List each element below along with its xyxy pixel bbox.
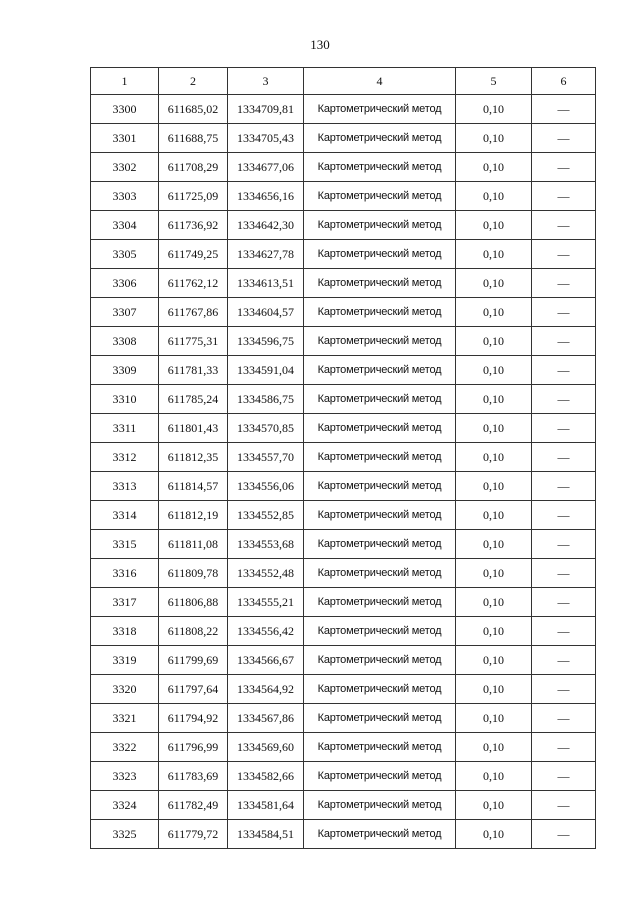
method-cell: Картометрический метод <box>304 675 456 704</box>
y-coordinate-cell: 1334581,64 <box>228 791 304 820</box>
point-number-cell: 3319 <box>91 646 159 675</box>
column-header-5: 5 <box>456 68 532 95</box>
note-cell: — <box>532 472 596 501</box>
note-cell: — <box>532 269 596 298</box>
x-coordinate-cell: 611811,08 <box>159 530 228 559</box>
y-coordinate-cell: 1334553,68 <box>228 530 304 559</box>
x-coordinate-cell: 611794,92 <box>159 704 228 733</box>
x-coordinate-cell: 611779,72 <box>159 820 228 849</box>
accuracy-cell: 0,10 <box>456 617 532 646</box>
table-row <box>91 443 596 472</box>
x-coordinate-cell: 611796,99 <box>159 733 228 762</box>
column-header-3: 3 <box>228 68 304 95</box>
method-cell: Картометрический метод <box>304 646 456 675</box>
point-number-cell: 3313 <box>91 472 159 501</box>
note-cell: — <box>532 153 596 182</box>
method-cell: Картометрический метод <box>304 356 456 385</box>
point-number-cell: 3316 <box>91 559 159 588</box>
y-coordinate-cell: 1334627,78 <box>228 240 304 269</box>
table-row <box>91 124 596 153</box>
table-row <box>91 414 596 443</box>
table-row <box>91 617 596 646</box>
y-coordinate-cell: 1334586,75 <box>228 385 304 414</box>
x-coordinate-cell: 611685,02 <box>159 95 228 124</box>
table-row <box>91 704 596 733</box>
point-number-cell: 3318 <box>91 617 159 646</box>
method-cell: Картометрический метод <box>304 791 456 820</box>
note-cell: — <box>532 356 596 385</box>
note-cell: — <box>532 530 596 559</box>
method-cell: Картометрический метод <box>304 298 456 327</box>
point-number-cell: 3324 <box>91 791 159 820</box>
table-row <box>91 211 596 240</box>
table-row <box>91 385 596 414</box>
note-cell: — <box>532 791 596 820</box>
method-cell: Картометрический метод <box>304 385 456 414</box>
table-row <box>91 182 596 211</box>
accuracy-cell: 0,10 <box>456 414 532 443</box>
note-cell: — <box>532 443 596 472</box>
x-coordinate-cell: 611762,12 <box>159 269 228 298</box>
note-cell: — <box>532 182 596 211</box>
method-cell: Картометрический метод <box>304 762 456 791</box>
accuracy-cell: 0,10 <box>456 95 532 124</box>
point-number-cell: 3308 <box>91 327 159 356</box>
method-cell: Картометрический метод <box>304 530 456 559</box>
accuracy-cell: 0,10 <box>456 153 532 182</box>
y-coordinate-cell: 1334604,57 <box>228 298 304 327</box>
accuracy-cell: 0,10 <box>456 240 532 269</box>
accuracy-cell: 0,10 <box>456 791 532 820</box>
x-coordinate-cell: 611797,64 <box>159 675 228 704</box>
note-cell: — <box>532 588 596 617</box>
y-coordinate-cell: 1334564,92 <box>228 675 304 704</box>
table-row <box>91 356 596 385</box>
method-cell: Картометрический метод <box>304 443 456 472</box>
accuracy-cell: 0,10 <box>456 646 532 675</box>
accuracy-cell: 0,10 <box>456 762 532 791</box>
note-cell: — <box>532 675 596 704</box>
method-cell: Картометрический метод <box>304 588 456 617</box>
point-number-cell: 3305 <box>91 240 159 269</box>
method-cell: Картометрический метод <box>304 240 456 269</box>
accuracy-cell: 0,10 <box>456 182 532 211</box>
accuracy-cell: 0,10 <box>456 704 532 733</box>
y-coordinate-cell: 1334709,81 <box>228 95 304 124</box>
point-number-cell: 3303 <box>91 182 159 211</box>
note-cell: — <box>532 124 596 153</box>
point-number-cell: 3304 <box>91 211 159 240</box>
table-row <box>91 820 596 849</box>
x-coordinate-cell: 611783,69 <box>159 762 228 791</box>
y-coordinate-cell: 1334569,60 <box>228 733 304 762</box>
note-cell: — <box>532 646 596 675</box>
method-cell: Картометрический метод <box>304 211 456 240</box>
page-number: 130 <box>310 37 330 52</box>
table-row <box>91 791 596 820</box>
x-coordinate-cell: 611785,24 <box>159 385 228 414</box>
point-number-cell: 3309 <box>91 356 159 385</box>
x-coordinate-cell: 611812,19 <box>159 501 228 530</box>
table-body <box>91 95 596 849</box>
x-coordinate-cell: 611781,33 <box>159 356 228 385</box>
table-row <box>91 472 596 501</box>
y-coordinate-cell: 1334582,66 <box>228 762 304 791</box>
y-coordinate-cell: 1334567,86 <box>228 704 304 733</box>
note-cell: — <box>532 240 596 269</box>
note-cell: — <box>532 704 596 733</box>
y-coordinate-cell: 1334596,75 <box>228 327 304 356</box>
table-row <box>91 530 596 559</box>
note-cell: — <box>532 617 596 646</box>
point-number-cell: 3314 <box>91 501 159 530</box>
note-cell: — <box>532 385 596 414</box>
method-cell: Картометрический метод <box>304 124 456 153</box>
note-cell: — <box>532 298 596 327</box>
table-row <box>91 327 596 356</box>
table-row <box>91 298 596 327</box>
table-row <box>91 733 596 762</box>
x-coordinate-cell: 611782,49 <box>159 791 228 820</box>
accuracy-cell: 0,10 <box>456 501 532 530</box>
y-coordinate-cell: 1334677,06 <box>228 153 304 182</box>
point-number-cell: 3302 <box>91 153 159 182</box>
note-cell: — <box>532 327 596 356</box>
y-coordinate-cell: 1334566,67 <box>228 646 304 675</box>
note-cell: — <box>532 820 596 849</box>
x-coordinate-cell: 611808,22 <box>159 617 228 646</box>
method-cell: Картометрический метод <box>304 559 456 588</box>
method-cell: Картометрический метод <box>304 733 456 762</box>
y-coordinate-cell: 1334556,42 <box>228 617 304 646</box>
point-number-cell: 3320 <box>91 675 159 704</box>
table-row <box>91 95 596 124</box>
method-cell: Картометрический метод <box>304 704 456 733</box>
accuracy-cell: 0,10 <box>456 356 532 385</box>
point-number-cell: 3323 <box>91 762 159 791</box>
accuracy-cell: 0,10 <box>456 733 532 762</box>
point-number-cell: 3310 <box>91 385 159 414</box>
accuracy-cell: 0,10 <box>456 327 532 356</box>
y-coordinate-cell: 1334570,85 <box>228 414 304 443</box>
accuracy-cell: 0,10 <box>456 559 532 588</box>
table-row <box>91 559 596 588</box>
note-cell: — <box>532 762 596 791</box>
y-coordinate-cell: 1334557,70 <box>228 443 304 472</box>
point-number-cell: 3325 <box>91 820 159 849</box>
column-header-4: 4 <box>304 68 456 95</box>
point-number-cell: 3315 <box>91 530 159 559</box>
x-coordinate-cell: 611767,86 <box>159 298 228 327</box>
accuracy-cell: 0,10 <box>456 588 532 617</box>
note-cell: — <box>532 414 596 443</box>
column-header-2: 2 <box>159 68 228 95</box>
x-coordinate-cell: 611806,88 <box>159 588 228 617</box>
point-number-cell: 3307 <box>91 298 159 327</box>
accuracy-cell: 0,10 <box>456 269 532 298</box>
point-number-cell: 3306 <box>91 269 159 298</box>
y-coordinate-cell: 1334613,51 <box>228 269 304 298</box>
method-cell: Картометрический метод <box>304 820 456 849</box>
table-header-row <box>91 68 596 95</box>
point-number-cell: 3317 <box>91 588 159 617</box>
x-coordinate-cell: 611688,75 <box>159 124 228 153</box>
method-cell: Картометрический метод <box>304 617 456 646</box>
table-row <box>91 762 596 791</box>
table-row <box>91 675 596 704</box>
accuracy-cell: 0,10 <box>456 675 532 704</box>
method-cell: Картометрический метод <box>304 327 456 356</box>
x-coordinate-cell: 611801,43 <box>159 414 228 443</box>
y-coordinate-cell: 1334591,04 <box>228 356 304 385</box>
accuracy-cell: 0,10 <box>456 472 532 501</box>
x-coordinate-cell: 611809,78 <box>159 559 228 588</box>
table-row <box>91 153 596 182</box>
accuracy-cell: 0,10 <box>456 443 532 472</box>
table-row <box>91 588 596 617</box>
point-number-cell: 3312 <box>91 443 159 472</box>
accuracy-cell: 0,10 <box>456 530 532 559</box>
y-coordinate-cell: 1334656,16 <box>228 182 304 211</box>
y-coordinate-cell: 1334556,06 <box>228 472 304 501</box>
x-coordinate-cell: 611775,31 <box>159 327 228 356</box>
y-coordinate-cell: 1334642,30 <box>228 211 304 240</box>
y-coordinate-cell: 1334552,48 <box>228 559 304 588</box>
x-coordinate-cell: 611708,29 <box>159 153 228 182</box>
method-cell: Картометрический метод <box>304 501 456 530</box>
point-number-cell: 3311 <box>91 414 159 443</box>
point-number-cell: 3322 <box>91 733 159 762</box>
accuracy-cell: 0,10 <box>456 211 532 240</box>
y-coordinate-cell: 1334552,85 <box>228 501 304 530</box>
method-cell: Картометрический метод <box>304 153 456 182</box>
x-coordinate-cell: 611799,69 <box>159 646 228 675</box>
note-cell: — <box>532 733 596 762</box>
method-cell: Картометрический метод <box>304 269 456 298</box>
x-coordinate-cell: 611812,35 <box>159 443 228 472</box>
point-number-cell: 3321 <box>91 704 159 733</box>
accuracy-cell: 0,10 <box>456 124 532 153</box>
x-coordinate-cell: 611749,25 <box>159 240 228 269</box>
table-row <box>91 240 596 269</box>
note-cell: — <box>532 559 596 588</box>
table-row <box>91 646 596 675</box>
table-row <box>91 269 596 298</box>
x-coordinate-cell: 611814,57 <box>159 472 228 501</box>
note-cell: — <box>532 95 596 124</box>
y-coordinate-cell: 1334584,51 <box>228 820 304 849</box>
method-cell: Картометрический метод <box>304 182 456 211</box>
note-cell: — <box>532 501 596 530</box>
note-cell: — <box>532 211 596 240</box>
column-header-1: 1 <box>91 68 159 95</box>
x-coordinate-cell: 611736,92 <box>159 211 228 240</box>
point-number-cell: 3300 <box>91 95 159 124</box>
method-cell: Картометрический метод <box>304 95 456 124</box>
accuracy-cell: 0,10 <box>456 820 532 849</box>
accuracy-cell: 0,10 <box>456 298 532 327</box>
accuracy-cell: 0,10 <box>456 385 532 414</box>
method-cell: Картометрический метод <box>304 472 456 501</box>
y-coordinate-cell: 1334555,21 <box>228 588 304 617</box>
y-coordinate-cell: 1334705,43 <box>228 124 304 153</box>
x-coordinate-cell: 611725,09 <box>159 182 228 211</box>
method-cell: Картометрический метод <box>304 414 456 443</box>
point-number-cell: 3301 <box>91 124 159 153</box>
column-header-6: 6 <box>532 68 596 95</box>
coordinates-table <box>90 67 596 849</box>
table-row <box>91 501 596 530</box>
